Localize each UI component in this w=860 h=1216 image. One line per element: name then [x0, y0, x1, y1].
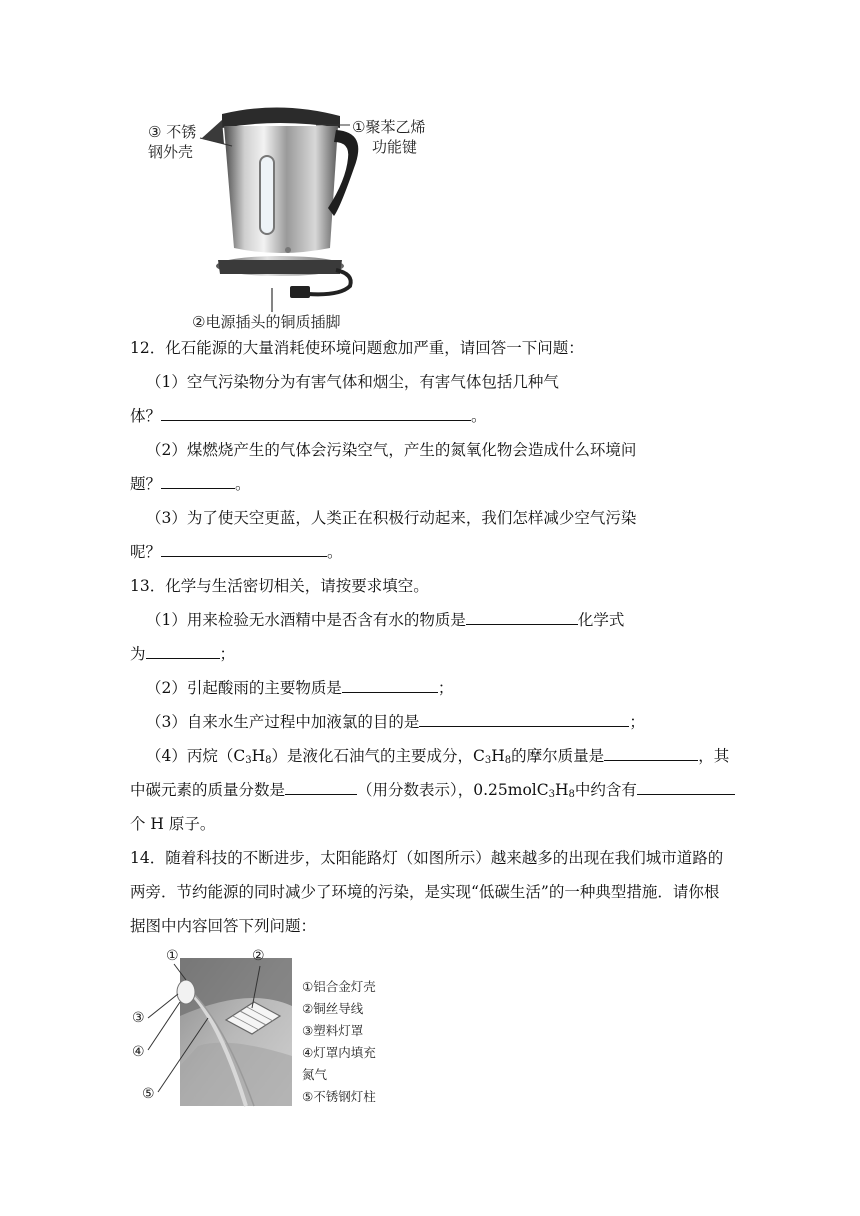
q12-part3-b: 呢？ 。 [130, 543, 343, 561]
kettle-figure [140, 98, 426, 338]
legend-item: ①铝合金灯壳 [302, 979, 376, 994]
marker-4: ④ [132, 1044, 145, 1060]
q13-part4-a: （4）丙烷$(C_3H_8)$是液化石油气的主要成分，$C_3H_8$的摩尔质量是 ，其 [146, 747, 730, 766]
q13-part4-c: 个 H 原子。 [130, 815, 216, 833]
legend-item: ②铜丝导线 [302, 1001, 364, 1016]
answer-blank[interactable] [419, 712, 629, 727]
marker-5: ⑤ [142, 1086, 155, 1102]
streetlight-figure [128, 946, 396, 1116]
label-copper-plug: ②电源插头的铜质插脚 [192, 313, 341, 331]
legend-item: 氮气 [302, 1067, 328, 1082]
q13-stem: 13．化学与生活密切相关，请按要求填空。 [130, 577, 429, 595]
answer-blank[interactable] [637, 780, 735, 795]
q13-part1-a: （1）用来检验无水酒精中是否含有水的物质是 化学式 [146, 611, 625, 629]
q12-part2-a: （2）煤燃烧产生的气体会污染空气，产生的氮氧化物会造成什么环境问 [146, 441, 637, 459]
label-steel-shell: ③ 不锈 钢外壳 [148, 123, 197, 161]
q12-part3-a: （3）为了使天空更蓝，人类正在积极行动起来，我们怎样减少空气污染 [146, 509, 637, 527]
answer-blank[interactable] [146, 644, 220, 659]
legend-item: ④灯罩内填充 [302, 1045, 376, 1060]
marker-2: ② [252, 948, 265, 964]
q12-part2-b: 题？ 。 [130, 475, 251, 493]
legend-item: ⑤不锈钢灯柱 [302, 1089, 376, 1104]
answer-blank[interactable] [604, 746, 698, 761]
q13-part2: （2）引起酸雨的主要物质是 ； [146, 679, 454, 697]
q13-part4-b: 中碳元素的质量分数是 （用分数表示），$0.25molC_3H_8$中约含有 [130, 780, 735, 805]
q12-part1-a: （1）空气污染物分为有害气体和烟尘，有害气体包括几种气 [146, 373, 559, 391]
q12-stem: 12．化石能源的大量消耗使环境问题愈加严重，请回答一下问题： [130, 339, 584, 357]
q14-line2: 两旁．节约能源的同时减少了环境的污染，是实现“低碳生活”的一种典型措施．请你根 [130, 883, 720, 901]
q14-line1: 14．随着科技的不断进步，太阳能路灯（如图所示）越来越多的出现在我们城市道路的 [130, 849, 724, 867]
q13-part1-b: 为 ； [130, 645, 236, 663]
q12-part1-b: 体？ 。 [130, 407, 487, 425]
answer-blank[interactable] [161, 474, 235, 489]
answer-blank[interactable] [161, 406, 471, 421]
marker-1: ① [166, 948, 179, 964]
q13-part3: （3）自来水生产过程中加液氯的目的是 ； [146, 713, 645, 731]
answer-blank[interactable] [161, 542, 327, 557]
answer-blank[interactable] [466, 610, 578, 625]
answer-blank[interactable] [342, 678, 438, 693]
answer-blank[interactable] [285, 780, 357, 795]
streetlight-legend [302, 976, 376, 1108]
q14-line3: 据图中内容回答下列问题： [130, 917, 317, 935]
legend-item: ③塑料灯罩 [302, 1023, 364, 1038]
marker-3: ③ [132, 1010, 145, 1026]
label-polystyrene-button: ①聚苯乙烯 功能键 [352, 118, 426, 156]
